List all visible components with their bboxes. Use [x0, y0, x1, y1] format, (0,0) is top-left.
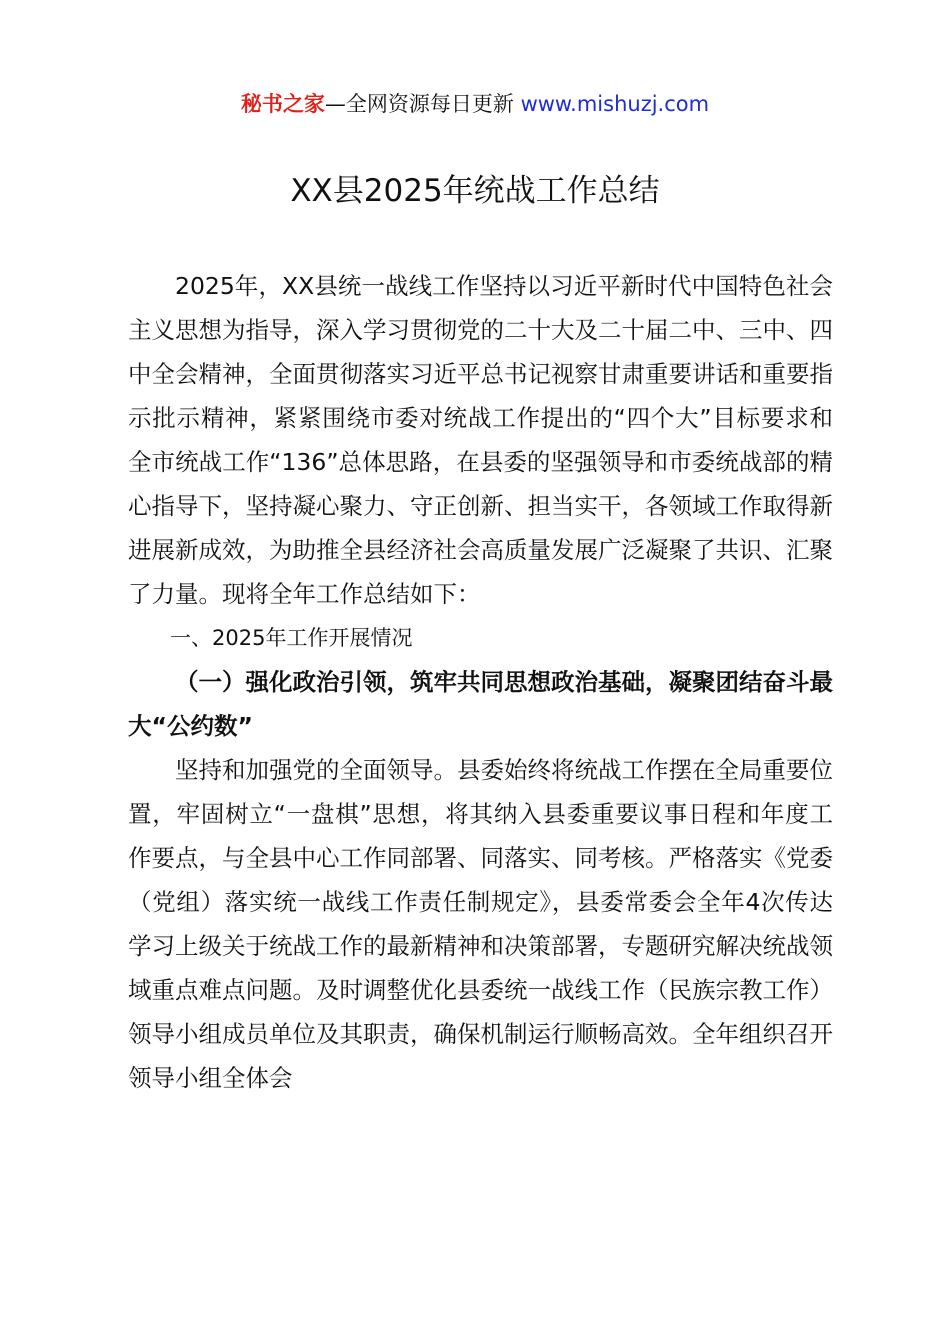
header-banner — [0, 88, 950, 120]
section-heading: 一、2025年工作开展情况 — [170, 626, 413, 650]
document-body — [128, 264, 833, 1100]
site-url: www.mishuzj.com — [520, 92, 710, 116]
body-paragraph: 坚持和加强党的全面领导。县委始终将统战工作摆在全局重要位置，牢固树立“一盘棋”思想，将其纳入县委重要议事日程和年度工作要点，与全县中心工作同部署、同落实、同考核。严格落实《党委（党组）落实统一战线工作责任制规定》，县委常委会全年4次传达学习上级关于统战工作的最新精神和决策部署，专题研究解决统战领域重点难点问题。及时调整优化县委统一战线工作（民族宗教工作）领导小组成员单位及其职责，确保机制运行顺畅高效。全年组织召开领导小组全体会 — [128, 756, 833, 1092]
header-slogan: —全网资源每日更新 — [324, 92, 521, 116]
brand-name: 秘书之家 — [240, 92, 325, 116]
intro-paragraph: 2025年，XX县统一战线工作坚持以习近平新时代中国特色社会主义思想为指导，深入学习贯彻党的二十大及二十届二中、三中、四中全会精神，全面贯彻落实习近平总书记视察甘肃重要讲话和重要指示批示精神，紧紧围绕市委对统战工作提出的“四个大”目标要求和全市统战工作“136”总体思路，在县委的坚强领导和市委统战部的精心指导下，坚持凝心聚力、守正创新、担当实干，各领域工作取得新进展新成效，为助推全县经济社会高质量发展广泛凝聚了共识、汇聚了力量。现将全年工作总结如下： — [128, 272, 833, 608]
subsection-heading: （一）强化政治引领，筑牢共同思想政治基础，凝聚团结奋斗最大“公约数” — [128, 668, 833, 740]
document-title: XX县2025年统战工作总结 — [290, 173, 660, 209]
